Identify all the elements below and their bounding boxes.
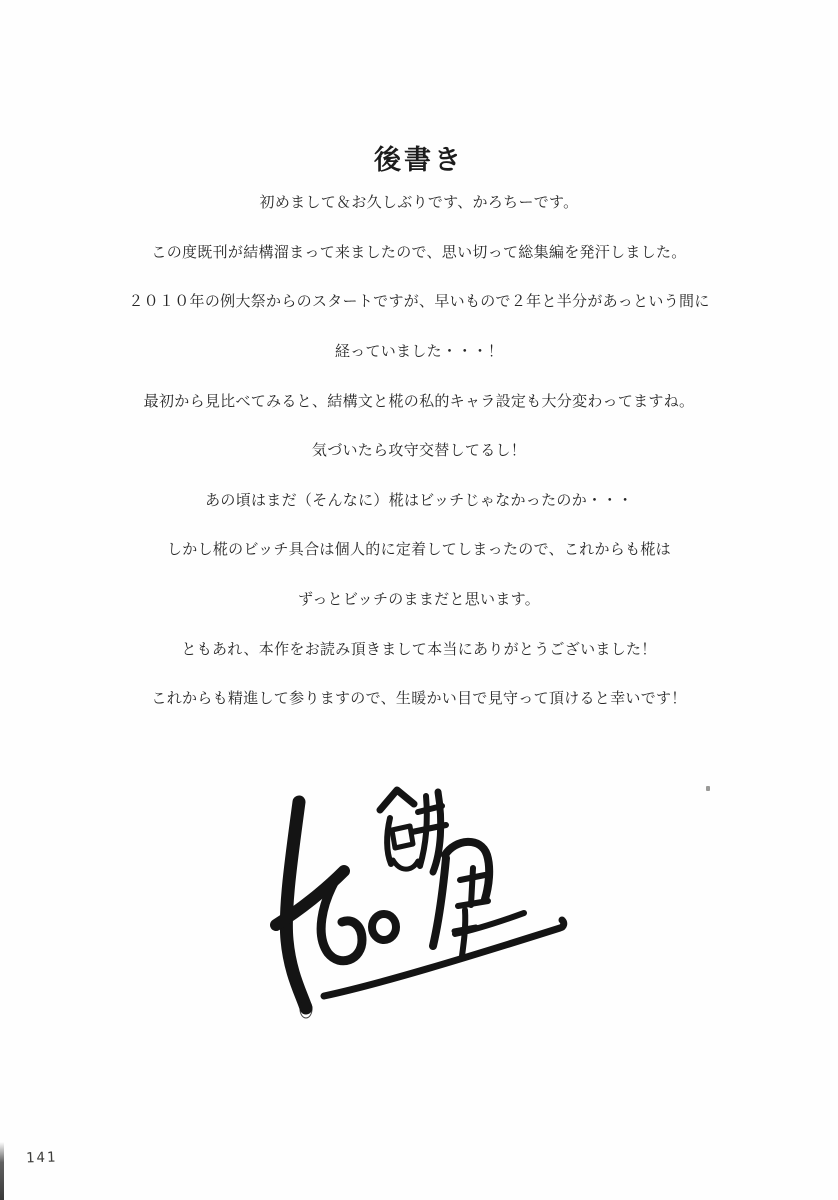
afterword-line: 気づいたら攻守交替してるし！ (311, 442, 527, 460)
afterword-line: これからも精進して参りますので、生暖かい目で見守って頂けると幸いです！ (151, 690, 687, 708)
afterword-line: あの頃はまだ（そんなに）椛はビッチじゃなかったのか・・・ (205, 491, 633, 509)
afterword-line: しかし椛のビッチ具合は個人的に定着してしまったので、これからも椛は (166, 541, 671, 559)
afterword-line: この度既刊が結構溜まって来ましたので、思い切って総集編を発汗しました。 (151, 243, 687, 261)
scan-edge-artifact (0, 1142, 4, 1200)
ink-speck (706, 786, 710, 791)
afterword-line: 経っていました・・・！ (334, 343, 504, 361)
afterword-line: 初めまして＆お久しぶりです、かろちーです。 (259, 194, 579, 212)
afterword-text-block (0, 177, 838, 723)
artist-signature (240, 760, 600, 1040)
page-number: 141 (25, 1149, 58, 1167)
afterword-line: ずっとビッチのままだと思います。 (297, 591, 541, 609)
afterword-line: 最初から見比べてみると、結構文と椛の私的キャラ設定も大分変わってますね。 (143, 392, 695, 410)
afterword-line: ２０１０年の例大祭からのスタートですが、早いもので２年と半分があっという間に (128, 293, 710, 311)
page-title: 後書き (374, 145, 464, 175)
afterword-line: ともあれ、本作をお読み頂きまして本当にありがとうございました！ (181, 640, 657, 658)
